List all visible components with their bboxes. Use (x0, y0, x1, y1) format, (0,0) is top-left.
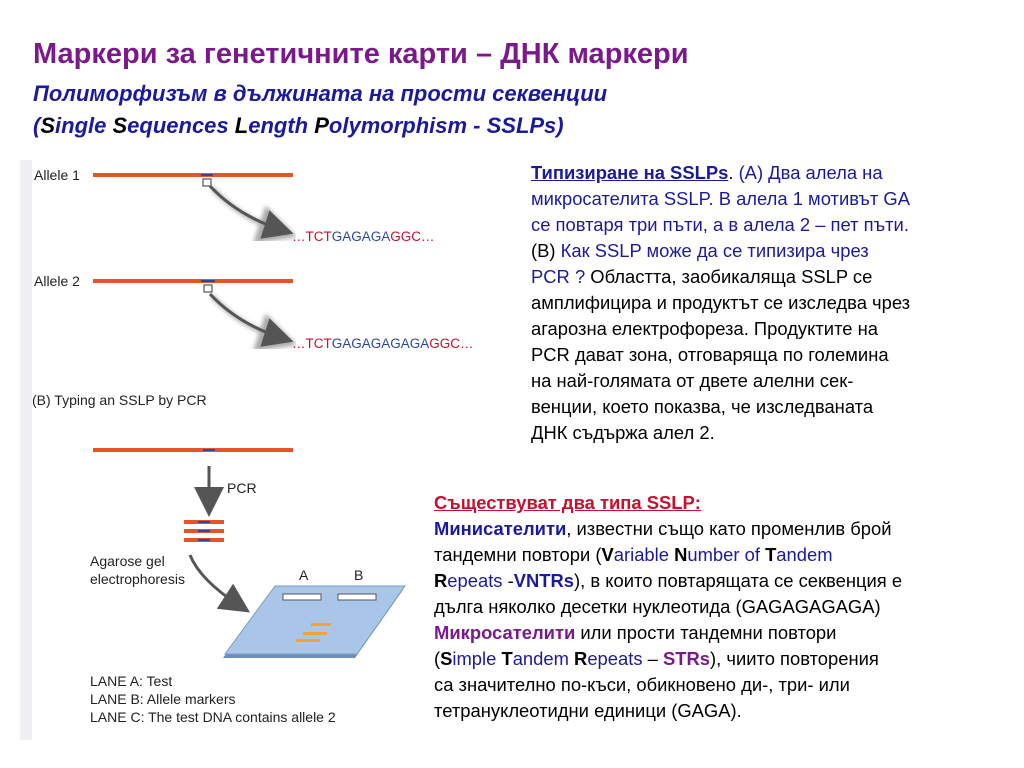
allele-2-sequence: …TCTGAGAGAGAGAGGC… (292, 336, 474, 351)
subtitle-line-1: Полиморфизъм в дължината на прости секвенции (33, 81, 608, 106)
sslp-types-heading: Съществуват два типа SSLP: (434, 492, 701, 513)
microsatellites-term: Микросателити (434, 622, 576, 643)
allele-2-zoom-box (204, 285, 212, 292)
well-b (338, 594, 376, 600)
band-lane-a (311, 623, 331, 626)
allele-1-dna (93, 173, 293, 177)
pcr-template-dna (93, 448, 293, 452)
pcr-template-repeat (203, 449, 215, 451)
lane-a-legend: LANE A: Test (90, 673, 173, 689)
lane-b-letter: B (354, 567, 364, 583)
allele-1-repeat (201, 174, 213, 176)
allele-1-zoom-box (203, 179, 211, 186)
lane-b-legend: LANE B: Allele markers (90, 691, 236, 707)
lane-c-legend: LANE C: The test DNA contains allele 2 (90, 709, 336, 725)
band-lane-b-lower (296, 639, 320, 642)
subtitle-line-2: (Single Sequences Length Polymorphism - SSLPs) (33, 113, 564, 138)
sslp-typing-paragraph: Типизиране на SSLPs. (А) Два алела на микросателита SSLP. В алела 1 мотивът GA се повтаря три пъти, а в алела 2 – пет пъти. (В) Как SSLP може да се типизира чрез PCR ? Областта, заобикаляща SSLP се амплифицира и продуктът се изследва чрез агарозна електрофореза. Продуктите на PCR дават зона, отговаряща по големина на най-голямата от двете алелни сек- венции, което показва, че изследваната ДНК съдържа алел 2. (531, 162, 911, 443)
allele-1-sequence: …TCTGAGAGAGGC… (292, 229, 435, 244)
pcr-label: PCR (227, 480, 257, 496)
allele-2-arrow (210, 294, 282, 338)
background-strip (20, 160, 32, 740)
agarose-gel (223, 586, 405, 658)
pcr-products (184, 520, 224, 542)
gel-label-line-2: electrophoresis (90, 571, 185, 587)
subtitle (33, 78, 607, 142)
part-b-label: (B) Typing an SSLP by PCR (32, 392, 207, 408)
gel-arrow (190, 555, 240, 606)
minisatellites-term: Минисателити (434, 518, 567, 539)
allele-1-label: Allele 1 (34, 167, 80, 183)
lane-a-letter: A (299, 567, 309, 583)
sslp-types-paragraph: Съществуват два типа SSLP: Минисателити, известни също като променлив брой тандемни повтори (Variable Number of Tandem Repeats -VNTRs), в които повтарящата се секвенция е дълга няколко десетки нуклеотида (GAGAGAGAGA) Микросателити или прости тандемни повтори (Simple Tandem Repeats – STRs), чиито повторения са значително по-къси, обикновено ди-, три- или тетрануклеотидни единици (GAGA). (434, 490, 1019, 724)
gel-label-line-1: Agarose gel (90, 553, 165, 569)
band-lane-b-upper (303, 632, 327, 635)
allele-2-label: Allele 2 (34, 273, 80, 289)
allele-2-dna (93, 279, 293, 283)
allele-2-repeat (201, 280, 215, 282)
well-a (283, 594, 321, 600)
sslp-typing-heading: Типизиране на SSLPs (531, 162, 729, 183)
allele-1-arrow (210, 186, 282, 230)
page-title: Маркери за генетичните карти – ДНК маркери (33, 38, 689, 70)
